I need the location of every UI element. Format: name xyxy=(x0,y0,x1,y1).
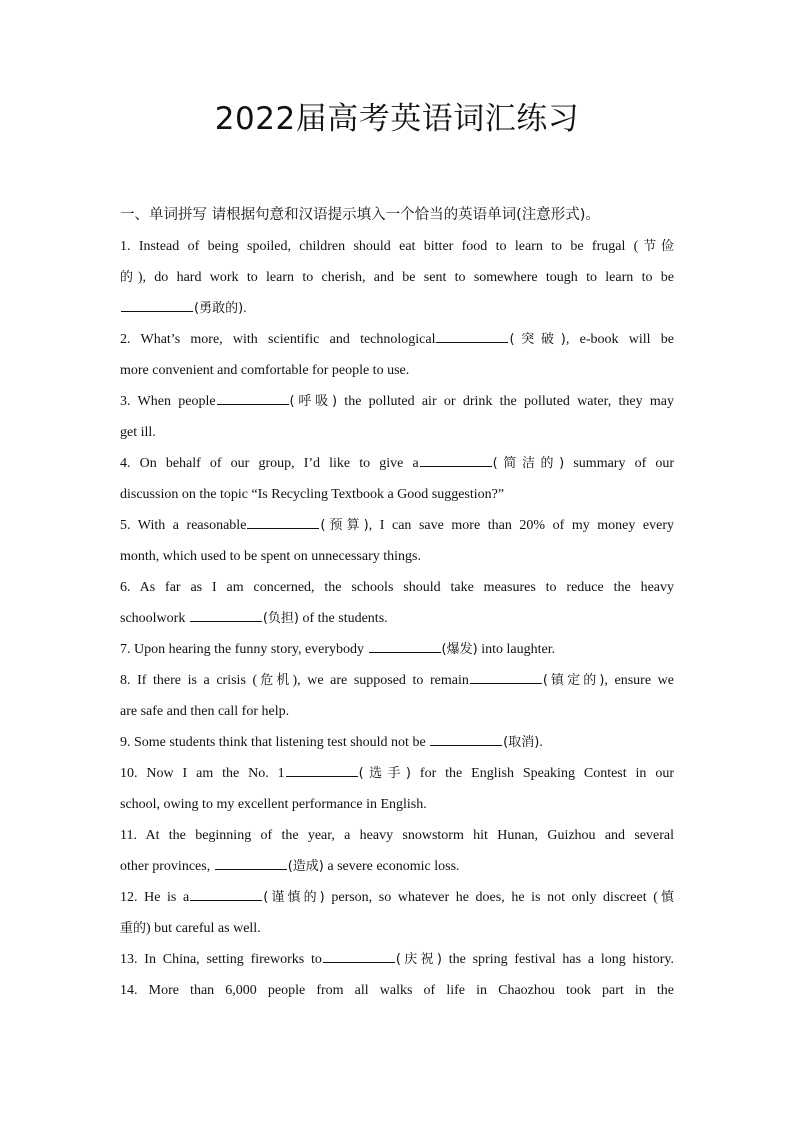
item-text: into laughter. xyxy=(477,642,556,657)
item-text: the polluted air or drink the polluted water, they may xyxy=(337,394,674,409)
item-text: ) but careful as well. xyxy=(146,921,261,936)
item-text: the spring festival has a long history. xyxy=(441,952,674,967)
exercise-item-5-line-1 xyxy=(120,510,674,541)
exercise-item-11-line-2 xyxy=(120,851,674,882)
exercise-item-11-line-1 xyxy=(120,820,674,851)
chinese-hint: (负担) xyxy=(262,611,299,626)
chinese-hint: (爆发) xyxy=(441,642,478,657)
exercise-item-12-line-2 xyxy=(120,913,674,944)
exercise-item-3-line-2 xyxy=(120,417,674,448)
item-text: 5. With a reasonable xyxy=(120,518,247,533)
answer-blank[interactable] xyxy=(470,682,542,684)
item-text: schoolwork xyxy=(120,611,186,626)
exercise-item-14-line-1 xyxy=(120,975,674,1006)
item-text: . xyxy=(539,735,543,750)
item-text: ), we are supposed to remain xyxy=(292,673,469,688)
item-text: , e-book will be xyxy=(565,332,674,347)
exercise-item-8-line-1 xyxy=(120,665,674,696)
item-text: get ill. xyxy=(120,425,156,440)
answer-blank[interactable] xyxy=(121,310,193,312)
item-text: for the English Speaking Contest in our xyxy=(411,766,674,781)
exercise-item-13-line-1 xyxy=(120,944,674,975)
document-title: 2022届高考英语词汇练习 xyxy=(214,101,580,137)
answer-blank[interactable] xyxy=(420,465,492,467)
answer-blank[interactable] xyxy=(286,775,358,777)
exercise-item-10-line-2 xyxy=(120,789,674,820)
item-text: month, which used to be spent on unnecessary things. xyxy=(120,549,421,564)
item-text: a severe economic loss. xyxy=(323,859,460,874)
item-text: ), do hard work to learn to cherish, and be sent to somewhere tough to learn to be xyxy=(137,270,674,285)
exercise-item-6-line-1 xyxy=(120,572,674,603)
chinese-hint: 慎 xyxy=(657,890,674,905)
exercise-item-10-line-1 xyxy=(120,758,674,789)
chinese-hint: (镇定的) xyxy=(542,673,605,688)
answer-blank[interactable] xyxy=(323,961,395,963)
item-text: 12. He is a xyxy=(120,890,190,905)
chinese-hint: (预算) xyxy=(320,518,369,533)
exercise-item-7-line-1 xyxy=(120,634,674,665)
answer-blank[interactable] xyxy=(436,341,508,343)
chinese-hint: (庆祝) xyxy=(395,952,442,967)
item-text: 6. As far as I am concerned, the schools should take measures to reduce the heavy xyxy=(120,580,674,595)
item-text: , ensure we xyxy=(604,673,674,688)
item-text: 9. Some students think that listening test should not be xyxy=(120,735,426,750)
chinese-hint: 的 xyxy=(120,270,138,285)
chinese-hint: (取消) xyxy=(503,735,540,750)
answer-blank[interactable] xyxy=(369,651,441,653)
exercise-item-2-line-1 xyxy=(120,324,674,355)
chinese-hint: (呼吸) xyxy=(289,394,338,409)
chinese-hint: 危机 xyxy=(257,673,293,688)
item-text: of the students. xyxy=(298,611,388,626)
exercise-item-8-line-2 xyxy=(120,696,674,727)
item-text: 1. Instead of being spoiled, children should eat bitter food to learn to be frugal ( xyxy=(120,239,639,254)
chinese-hint: 重的 xyxy=(120,921,147,936)
item-text: other provinces, xyxy=(120,859,211,874)
answer-blank[interactable] xyxy=(430,744,502,746)
answer-blank[interactable] xyxy=(215,868,287,870)
exercise-item-1-line-1 xyxy=(120,231,674,262)
exercise-item-5-line-2 xyxy=(120,541,674,572)
answer-blank[interactable] xyxy=(190,899,262,901)
item-text: 13. In China, setting fireworks to xyxy=(120,952,322,967)
item-text: person, so whatever he does, he is not only discreet ( xyxy=(324,890,658,905)
exercise-item-4-line-1 xyxy=(120,448,674,479)
item-text: , I can save more than 20% of my money every xyxy=(368,518,675,533)
item-text: summary of our xyxy=(564,456,674,471)
chinese-hint: (简洁的) xyxy=(492,456,565,471)
chinese-hint: 节俭 xyxy=(638,239,674,254)
item-text: 7. Upon hearing the funny story, everybody xyxy=(120,642,365,657)
answer-blank[interactable] xyxy=(190,620,262,622)
item-text: . xyxy=(243,301,247,316)
exercise-item-3-line-1 xyxy=(120,386,674,417)
item-text: discussion on the topic “Is Recycling Textbook a Good suggestion?” xyxy=(120,487,505,502)
chinese-hint: (突破) xyxy=(509,332,566,347)
exercise-item-1-line-2 xyxy=(120,262,674,293)
chinese-hint: (勇敢的) xyxy=(194,301,244,316)
item-text: 2. What’s more, with scientific and technological xyxy=(120,332,436,347)
exercise-item-12-line-1 xyxy=(120,882,674,913)
item-text: 4. On behalf of our group, I’d like to give a xyxy=(120,456,419,471)
chinese-hint: (选手) xyxy=(358,766,412,781)
item-text: are safe and then call for help. xyxy=(120,704,290,719)
exercise-item-9-line-1 xyxy=(120,727,674,758)
item-text: 14. More than 6,000 people from all walks of life in Chaozhou took part in the xyxy=(120,983,674,998)
answer-blank[interactable] xyxy=(217,403,289,405)
exercise-item-4-line-2 xyxy=(120,479,674,510)
exercise-item-1-line-3 xyxy=(120,293,674,324)
section-heading: 一、单词拼写 请根据句意和汉语提示填入一个恰当的英语单词(注意形式)。 xyxy=(120,207,600,223)
item-text: 10. Now I am the No. 1 xyxy=(120,766,285,781)
item-text: 11. At the beginning of the year, a heavy snowstorm hit Hunan, Guizhou and several xyxy=(120,828,674,843)
chinese-hint: (造成) xyxy=(287,859,324,874)
item-text: 3. When people xyxy=(120,394,216,409)
exercise-item-2-line-2 xyxy=(120,355,674,386)
exercise-item-6-line-2 xyxy=(120,603,674,634)
item-text: school, owing to my excellent performance in English. xyxy=(120,797,427,812)
item-text: more convenient and comfortable for people to use. xyxy=(120,363,410,378)
answer-blank[interactable] xyxy=(247,527,319,529)
exercise-body xyxy=(120,200,674,1006)
chinese-hint: (谨慎的) xyxy=(263,890,325,905)
item-text: 8. If there is a crisis ( xyxy=(120,673,258,688)
